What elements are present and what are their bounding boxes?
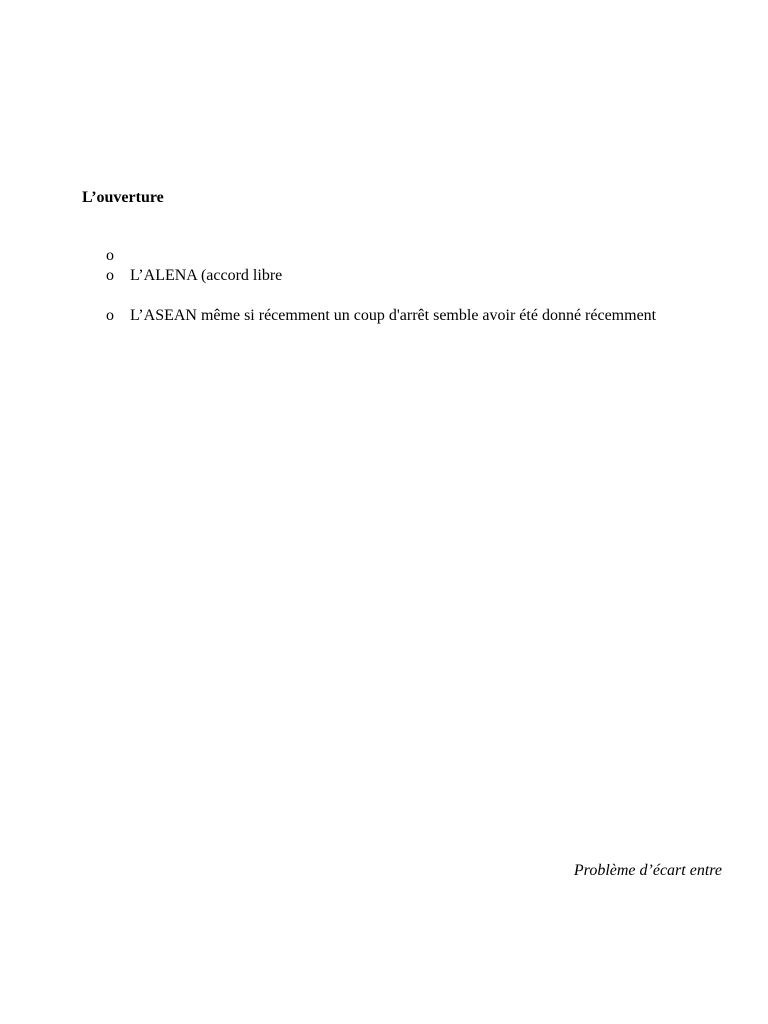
italic-note: Problème d’écart entre <box>573 862 722 879</box>
list-bullet-marker: o <box>106 267 114 284</box>
section-heading: L’ouverture <box>82 189 164 206</box>
list-bullet-marker: o <box>106 307 114 324</box>
list-item-text: L’ALENA (accord libre <box>130 267 283 284</box>
list-item-text: L’ASEAN même si récemment un coup d'arrêt semble avoir été donné récemment <box>130 307 657 324</box>
list-bullet-marker: o <box>106 247 114 264</box>
